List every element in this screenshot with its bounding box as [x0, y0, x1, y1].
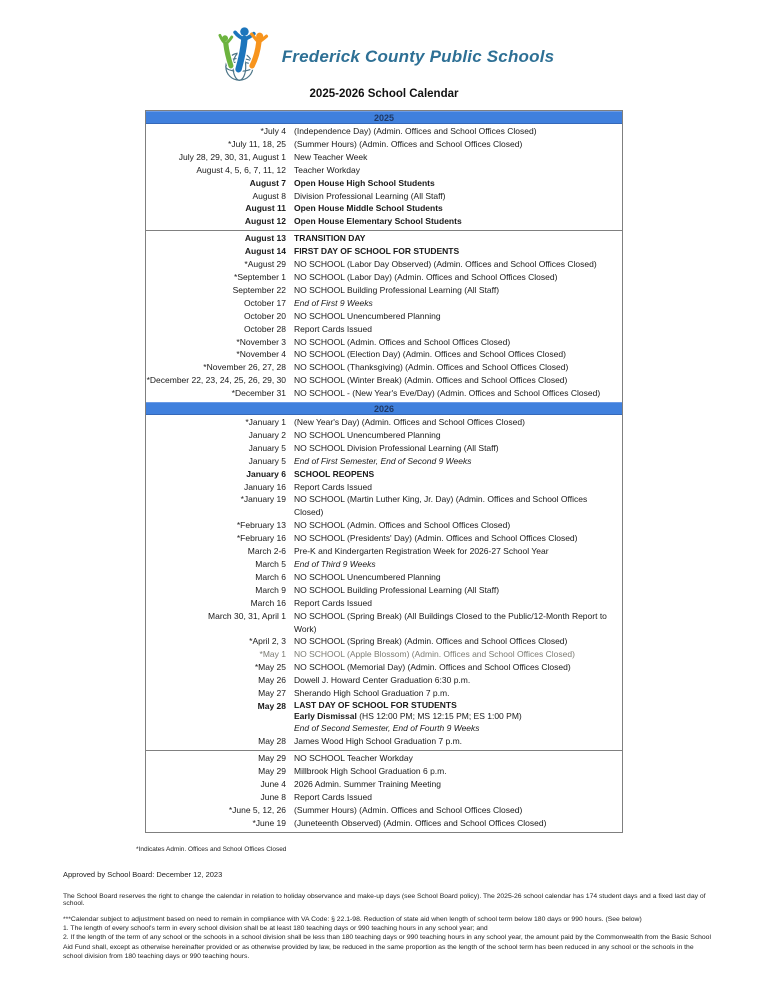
row-date: August 4, 5, 6, 7, 11, 12 [196, 164, 286, 175]
row-date: May 27 [258, 688, 286, 699]
row-date: *January 19 [240, 494, 286, 505]
calendar-row [146, 245, 622, 258]
row-event: James Wood High School Graduation 7 p.m. [294, 736, 463, 747]
calendar-row [146, 271, 622, 284]
row-date: *May 25 [254, 662, 286, 673]
row-event: NO SCHOOL Unencumbered Planning [294, 571, 441, 582]
calendar-row [146, 519, 622, 532]
row-event: Report Cards Issued [294, 597, 372, 608]
row-event: End of First Semester, End of Second 9 Weeks [294, 455, 472, 466]
row-date: May 28 [258, 736, 286, 747]
page-title: 2025-2026 School Calendar [309, 88, 459, 100]
calendar-row [146, 765, 622, 778]
row-event: End of First 9 Weeks [294, 297, 373, 308]
row-date: October 17 [243, 297, 286, 308]
row-event: Teacher Workday [294, 164, 360, 175]
row-event: SCHOOL REOPENS [294, 468, 375, 479]
calendar-row [146, 778, 622, 791]
row-event: Pre-K and Kindergarten Registration Week for 2026-27 School Year [294, 546, 549, 557]
section-2026-post-year [146, 750, 622, 831]
row-event: FIRST DAY OF SCHOOL FOR STUDENTS [294, 246, 460, 257]
logo-text: Frederick County Public Schools [281, 47, 555, 66]
row-event: NO SCHOOL Teacher Workday [294, 753, 413, 764]
row-date: January 5 [248, 455, 286, 466]
calendar-row [146, 429, 622, 442]
row-date: September 22 [232, 284, 286, 295]
calendar-row [146, 571, 622, 584]
row-date: *January 1 [245, 417, 286, 428]
row-event: NO SCHOOL - (New Year's Eve/Day) (Admin. Offices and School Offices Closed) [294, 388, 601, 399]
row-event: NO SCHOOL (Labor Day) (Admin. Offices and School Offices Closed) [294, 271, 558, 282]
section-2025-summer [146, 124, 622, 230]
row-date: *February 13 [236, 520, 286, 531]
row-date: *September 1 [234, 271, 286, 282]
row-date: October 28 [243, 323, 286, 334]
row-event [294, 700, 622, 734]
row-event-line: Early Dismissal (HS 12:00 PM; MS 12:15 PM; ES 1:00 PM) [294, 711, 522, 722]
calendar-row [146, 804, 622, 817]
fcps-people-globe-icon [214, 25, 280, 83]
calendar-row [146, 284, 622, 297]
row-date: *December 22, 23, 24, 25, 26, 29, 30 [146, 375, 286, 386]
row-event: NO SCHOOL (Winter Break) (Admin. Offices and School Offices Closed) [294, 375, 568, 386]
row-date: *August 29 [244, 259, 286, 270]
calendar-row [146, 190, 622, 203]
calendar-row [146, 687, 622, 700]
row-event: NO SCHOOL (Labor Day Observed) (Admin. Offices and School Offices Closed) [294, 259, 597, 270]
row-event: Sherando High School Graduation 7 p.m. [294, 688, 450, 699]
row-date: May 28 [257, 700, 286, 711]
calendar-row [146, 442, 622, 455]
row-event: NO SCHOOL Unencumbered Planning [294, 310, 441, 321]
row-date: *July 11, 18, 25 [228, 138, 286, 149]
calendar-row [146, 752, 622, 765]
row-event: NO SCHOOL (Martin Luther King, Jr. Day) (Admin. Offices and School Offices Closed) [294, 494, 588, 518]
calendar-row [146, 374, 622, 387]
calendar-row [146, 635, 622, 648]
calendar-row [146, 125, 622, 138]
row-date: *November 3 [236, 336, 286, 347]
section-2025-school-year [146, 230, 622, 402]
calendar-row [146, 258, 622, 271]
row-event: (Independence Day) (Admin. Offices and School Offices Closed) [294, 126, 537, 136]
row-event: TRANSITION DAY [294, 233, 366, 244]
calendar-row [146, 648, 622, 661]
calendar-row [146, 177, 622, 190]
calendar-row [146, 416, 622, 429]
row-event: Open House Elementary School Students [294, 216, 462, 227]
row-date: June 4 [260, 778, 286, 789]
calendar-row [146, 468, 622, 481]
row-date: August 13 [244, 233, 286, 244]
row-event: Report Cards Issued [294, 323, 372, 334]
row-event: NO SCHOOL (Presidents' Day) (Admin. Offices and School Offices Closed) [294, 533, 578, 544]
row-event: NO SCHOOL (Admin. Offices and School Offices Closed) [294, 336, 511, 347]
compliance-note [63, 915, 711, 962]
row-date: March 6 [255, 571, 286, 582]
board-reserve-note: The School Board reserves the right to change the calendar in relation to holiday observance and make-up days (see School Board policy). The 2025-26 school calendar has 174 student days and a fixed last day of school. [63, 892, 706, 907]
row-date: *February 16 [236, 533, 286, 544]
row-event: Dowell J. Howard Center Graduation 6:30 p.m. [294, 675, 471, 686]
row-date: *November 26, 27, 28 [203, 362, 286, 373]
calendar-row [146, 700, 622, 735]
row-event: Open House Middle School Students [294, 203, 443, 214]
row-date: August 14 [244, 246, 286, 257]
row-date: May 29 [258, 753, 286, 764]
approved-by-line: Approved by School Board: December 12, 2023 [63, 869, 223, 879]
row-date: *November 4 [236, 349, 286, 360]
row-date: June 8 [260, 791, 286, 802]
calendar-row [146, 215, 622, 228]
row-date: *July 4 [260, 126, 286, 136]
row-event: NO SCHOOL (Apple Blossom) (Admin. Offices and School Offices Closed) [294, 649, 575, 660]
row-date: January 2 [248, 429, 286, 440]
row-event: NO SCHOOL (Election Day) (Admin. Offices and School Offices Closed) [294, 349, 566, 360]
year-header-2025: 2025 [146, 111, 622, 124]
row-date: *April 2, 3 [249, 636, 286, 647]
section-2026-school-year [146, 415, 622, 750]
row-date: August 7 [249, 177, 286, 188]
calendar-table [145, 110, 623, 833]
calendar-row [146, 387, 622, 400]
row-event: NO SCHOOL Building Professional Learning (All Staff) [294, 284, 500, 295]
calendar-row [146, 232, 622, 245]
row-event: Report Cards Issued [294, 481, 372, 492]
calendar-row [146, 674, 622, 687]
row-event: NO SCHOOL (Spring Break) (Admin. Offices and School Offices Closed) [294, 636, 568, 647]
row-event: Report Cards Issued [294, 791, 372, 802]
calendar-row [146, 661, 622, 674]
calendar-row [146, 584, 622, 597]
calendar-row [146, 323, 622, 336]
row-event: NO SCHOOL Building Professional Learning (All Staff) [294, 584, 500, 595]
row-date: March 9 [255, 584, 286, 595]
row-event: NO SCHOOL (Admin. Offices and School Offices Closed) [294, 520, 511, 531]
row-event: (Summer Hours) (Admin. Offices and School Offices Closed) [294, 804, 523, 815]
calendar-row [146, 481, 622, 494]
calendar-row [146, 545, 622, 558]
row-date: May 26 [258, 675, 286, 686]
calendar-row [146, 151, 622, 164]
row-date: July 28, 29, 30, 31, August 1 [178, 151, 286, 162]
calendar-row [146, 336, 622, 349]
asterisk-footnote: *Indicates Admin. Offices and School Offices Closed [136, 845, 287, 853]
calendar-row [146, 735, 622, 748]
row-date: August 11 [245, 203, 286, 214]
calendar-row [146, 455, 622, 468]
calendar-row [146, 817, 622, 830]
calendar-row [146, 361, 622, 374]
row-date: January 6 [246, 468, 286, 479]
row-date: March 5 [255, 559, 286, 569]
row-date: August 8 [252, 190, 286, 201]
calendar-row [146, 202, 622, 215]
row-date: March 2-6 [247, 546, 286, 557]
calendar-row [146, 164, 622, 177]
row-date: March 30, 31, April 1 [208, 610, 286, 621]
row-date: *December 31 [231, 388, 286, 399]
calendar-row [146, 297, 622, 310]
row-date: January 16 [243, 481, 286, 492]
compliance-note-intro: ***Calendar subject to adjustment based on need to remain in compliance with VA Code: § 22.1-98. Reduction of state aid when length of school term below 180 days or 990 hours. (See below) [63, 915, 642, 923]
row-event-line: LAST DAY OF SCHOOL FOR STUDENTS [294, 699, 457, 710]
row-event: NO SCHOOL (Spring Break) (All Buildings Closed to the Public/12-Month Report to Work) [294, 610, 607, 634]
row-event: 2026 Admin. Summer Training Meeting [294, 778, 441, 789]
row-event: (New Year's Day) (Admin. Offices and School Offices Closed) [294, 417, 525, 428]
compliance-note-item-2: 2. If the length of the term of any school or the schools in a school division shall be less than 180 teaching days or 990 teaching hours in any school year, the amount paid by the Commonwealth from the Basic School Aid Fund shall, except as otherwise hereinafter provided or as otherwise provided by law, be reduced in the same proportion as the length of the school term has been reduced in any school or the schools in the school division from 180 teaching days or 990 teaching hours. [63, 934, 711, 961]
calendar-row [146, 493, 622, 519]
row-date: March 16 [250, 597, 286, 608]
row-event: Open House High School Students [294, 177, 435, 188]
row-event: Millbrook High School Graduation 6 p.m. [294, 766, 447, 776]
row-event: End of Third 9 Weeks [294, 559, 376, 569]
row-event-line: End of Second Semester, End of Fourth 9 Weeks [294, 722, 480, 733]
logo [63, 24, 705, 84]
calendar-row [146, 597, 622, 610]
calendar-row [146, 610, 622, 636]
row-event: (Juneteenth Observed) (Admin. Offices and School Offices Closed) [294, 817, 547, 828]
calendar-row [146, 558, 622, 571]
row-event: Division Professional Learning (All Staff) [294, 190, 446, 201]
calendar-row [146, 310, 622, 323]
row-date: *May 1 [259, 649, 286, 660]
row-date: January 5 [248, 442, 286, 453]
year-header-2026: 2026 [146, 402, 622, 415]
row-event: New Teacher Week [294, 151, 368, 162]
row-date: August 12 [244, 216, 286, 227]
row-date: May 29 [258, 766, 286, 776]
row-event: (Summer Hours) (Admin. Offices and School Offices Closed) [294, 138, 523, 149]
row-date: *June 19 [252, 817, 286, 828]
compliance-note-item-1: 1. The length of every school's term in every school division shall be at least 180 teaching days or 990 teaching hours in any school year; and [63, 924, 488, 932]
calendar-row [146, 348, 622, 361]
calendar-row [146, 532, 622, 545]
row-date: October 20 [243, 310, 286, 321]
row-date: *June 5, 12, 26 [228, 804, 286, 815]
row-event: NO SCHOOL (Memorial Day) (Admin. Offices and School Offices Closed) [294, 662, 571, 673]
row-event: NO SCHOOL Unencumbered Planning [294, 429, 441, 440]
calendar-row [146, 138, 622, 151]
row-event: NO SCHOOL Division Professional Learning (All Staff) [294, 442, 499, 453]
row-event: NO SCHOOL (Thanksgiving) (Admin. Offices and School Offices Closed) [294, 362, 569, 373]
calendar-row [146, 791, 622, 804]
